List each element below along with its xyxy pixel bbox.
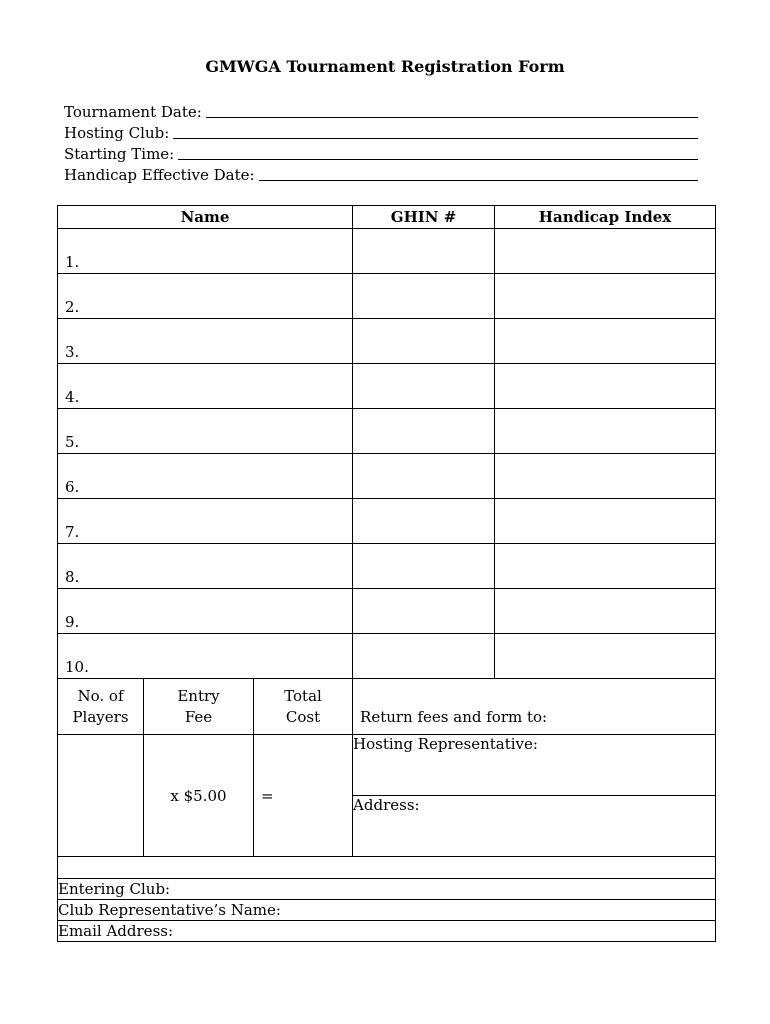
return-fees-label: Return fees and form to:	[353, 679, 716, 735]
table-header-row	[58, 206, 716, 229]
name-column-header: Name	[58, 206, 353, 229]
registration-table	[57, 205, 716, 942]
ghin-cell[interactable]	[353, 544, 495, 589]
starting-time-blank[interactable]	[178, 145, 698, 160]
row-number: 10.	[65, 658, 89, 676]
table-row	[58, 409, 716, 454]
player-name-cell[interactable]	[58, 634, 353, 679]
row-number: 2.	[65, 298, 80, 316]
no-of-players-text: No. of Players	[72, 686, 129, 726]
summary-value-row	[58, 735, 716, 796]
club-rep-name-row	[58, 900, 716, 921]
ghin-column-header: GHIN #	[353, 206, 495, 229]
handicap-index-cell[interactable]	[495, 544, 716, 589]
handicap-index-cell[interactable]	[495, 499, 716, 544]
tournament-date-blank[interactable]	[206, 103, 698, 118]
table-row	[58, 544, 716, 589]
handicap-index-cell[interactable]	[495, 634, 716, 679]
player-name-cell[interactable]	[58, 454, 353, 499]
table-row	[58, 589, 716, 634]
no-of-players-label	[58, 679, 144, 735]
spacer-cell	[58, 857, 716, 879]
table-row	[58, 274, 716, 319]
row-number: 7.	[65, 523, 80, 541]
handicap-index-cell[interactable]	[495, 229, 716, 274]
entry-fee-value: x $5.00	[144, 735, 254, 857]
address-field[interactable]	[353, 796, 716, 857]
ghin-cell[interactable]	[353, 274, 495, 319]
starting-time-label: Starting Time:	[64, 145, 175, 163]
club-rep-name-label: Club Representative’s Name:	[58, 901, 281, 919]
hosting-representative-label: Hosting Representative:	[353, 735, 538, 753]
ghin-cell[interactable]	[353, 589, 495, 634]
handicap-effective-date-label: Handicap Effective Date:	[64, 166, 255, 184]
tournament-date-label: Tournament Date:	[64, 103, 202, 121]
hosting-representative-field[interactable]	[353, 735, 716, 796]
club-rep-name-field[interactable]	[58, 900, 716, 921]
row-number: 9.	[65, 613, 80, 631]
table-row	[58, 364, 716, 409]
table-row	[58, 499, 716, 544]
table-row	[58, 454, 716, 499]
ghin-cell[interactable]	[353, 364, 495, 409]
handicap-index-cell[interactable]	[495, 409, 716, 454]
ghin-cell[interactable]	[353, 409, 495, 454]
email-address-row	[58, 921, 716, 942]
handicap-index-cell[interactable]	[495, 589, 716, 634]
player-name-cell[interactable]	[58, 229, 353, 274]
starting-time-field	[64, 142, 698, 163]
ghin-cell[interactable]	[353, 319, 495, 364]
hosting-club-field	[64, 121, 698, 142]
ghin-cell[interactable]	[353, 499, 495, 544]
row-number: 6.	[65, 478, 80, 496]
player-name-cell[interactable]	[58, 409, 353, 454]
row-number: 8.	[65, 568, 80, 586]
handicap-index-cell[interactable]	[495, 454, 716, 499]
player-name-cell[interactable]	[58, 364, 353, 409]
handicap-index-cell[interactable]	[495, 364, 716, 409]
row-number: 1.	[65, 253, 80, 271]
equals-sign: =	[261, 786, 274, 805]
player-name-cell[interactable]	[58, 499, 353, 544]
ghin-cell[interactable]	[353, 229, 495, 274]
hosting-club-label: Hosting Club:	[64, 124, 170, 142]
address-label: Address:	[353, 796, 420, 814]
table-row	[58, 634, 716, 679]
row-number: 4.	[65, 388, 80, 406]
table-row	[58, 319, 716, 364]
player-name-cell[interactable]	[58, 274, 353, 319]
total-cost-text: Total Cost	[284, 686, 322, 726]
tournament-date-field	[64, 100, 698, 121]
entering-club-row	[58, 879, 716, 900]
handicap-index-cell[interactable]	[495, 274, 716, 319]
total-cost-input[interactable]	[254, 735, 353, 857]
row-number: 3.	[65, 343, 80, 361]
entering-club-field[interactable]	[58, 879, 716, 900]
table-row	[58, 229, 716, 274]
spacer-row	[58, 857, 716, 879]
no-of-players-input[interactable]	[58, 735, 144, 857]
summary-header-row	[58, 679, 716, 735]
ghin-cell[interactable]	[353, 634, 495, 679]
player-name-cell[interactable]	[58, 544, 353, 589]
handicap-effective-date-field	[64, 163, 698, 184]
form-title: GMWGA Tournament Registration Form	[205, 57, 565, 76]
entry-fee-label	[144, 679, 254, 735]
entering-club-label: Entering Club:	[58, 880, 171, 898]
total-cost-label	[254, 679, 353, 735]
entry-fee-text: Entry Fee	[177, 686, 220, 726]
email-address-label: Email Address:	[58, 922, 174, 940]
hosting-club-blank[interactable]	[173, 124, 698, 139]
ghin-cell[interactable]	[353, 454, 495, 499]
player-name-cell[interactable]	[58, 319, 353, 364]
email-address-field[interactable]	[58, 921, 716, 942]
player-name-cell[interactable]	[58, 589, 353, 634]
handicap-index-cell[interactable]	[495, 319, 716, 364]
row-number: 5.	[65, 433, 80, 451]
handicap-effective-date-blank[interactable]	[259, 166, 698, 181]
handicap-index-column-header: Handicap Index	[495, 206, 716, 229]
